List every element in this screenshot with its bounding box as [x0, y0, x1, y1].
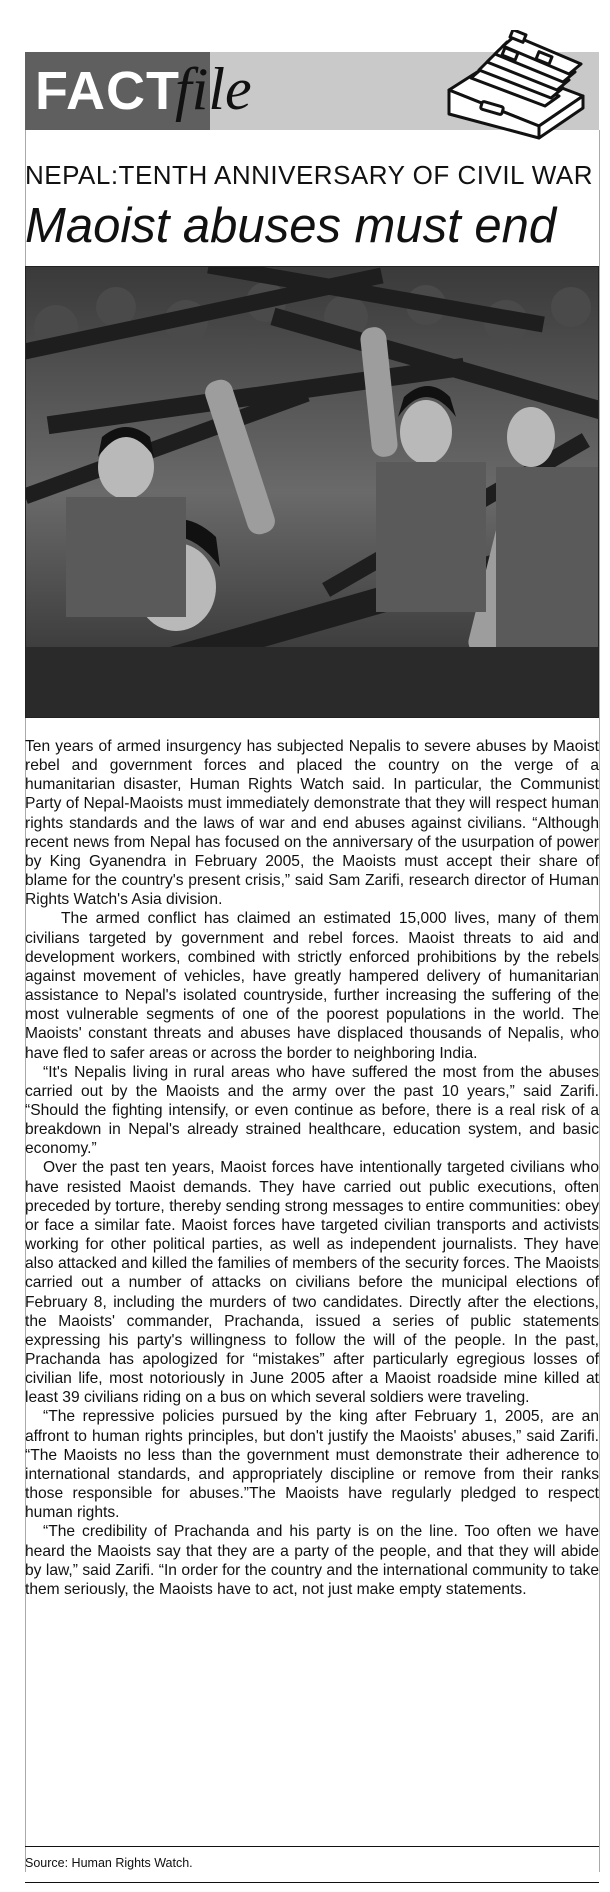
file-cabinet-icon — [441, 30, 591, 140]
article-paragraph: Over the past ten years, Maoist forces have intentionally targeted civilians who have resisted Maoist demands. They have carried out public executions, often preceded by torture, thereby sending strong messages to entire communities: obey or face a similar fate. Maoist forces have targeted civilian transports and activists working for other political parties, as well as independent journalists. They have also attacked and killed the families of members of the security forces. The Maoists carried out a number of attacks on civilians before the municipal elections of February 8, including the murders of two candidates. Directly after the elections, the Maoists' commander, Prachanda, issued a series of public statements expressing his party's willingness to follow the will of the people. In the past, Prachanda has apologized for “mistakes” after particularly egregious losses of civilian life, most notoriously in June 2005 after a Maoist roadside mine killed at least 39 civilians riding on a bus on which several soldiers were traveling. — [25, 1159, 599, 1407]
article-photo — [25, 266, 599, 718]
article-paragraph: “The repressive policies pursued by the king after February 1, 2005, are an affront to human rights principles, but don't justify the Maoists' abuses,” said Zarifi. “The Maoists no less than the government must demonstrate their adherence to international standards, and appropriately discipline or remove from their ranks those responsible for abuses.”The Maoists have regularly pledged to respect human rights. — [25, 1408, 599, 1522]
article-headline: Maoist abuses must end — [25, 199, 557, 253]
article-kicker: NEPAL:TENTH ANNIVERSARY OF CIVIL WAR — [25, 160, 593, 190]
article-paragraph: Ten years of armed insurgency has subjected Nepalis to severe abuses by Maoist rebel and government forces and placed the country on the verge of a humanitarian disaster, Human Rights Watch said. In particular, the Communist Party of Nepal-Maoists must immediately demonstrate that they will respect human rights standards and the laws of war and end abuses against civilians. “Although recent news from Nepal has focused on the anniversary of the usurpation of power by King Gyanendra in February 2005, the Maoists must accept their share of blame for the country's present crisis,” said Sam Zarifi, research director of Human Rights Watch's Asia division. — [25, 738, 599, 909]
article-body — [25, 737, 599, 1599]
source-divider-top — [25, 1846, 599, 1847]
maoist-fighters-raising-rifles-photo — [26, 267, 598, 717]
article-paragraph: “It's Nepalis living in rural areas who have suffered the most from the abuses carried out by the Maoists and the army over the past 10 years,” said Zarifi. “Should the fighting intensify, or even continue as before, there is a real risk of a breakdown in Nepal's already strained healthcare, education system, and basic economy.” — [25, 1063, 599, 1158]
source-credit: Source: Human Rights Watch. — [25, 1856, 193, 1870]
frame-right-border — [599, 130, 600, 1872]
header-file-text: file — [175, 56, 252, 122]
source-divider-bottom — [25, 1882, 599, 1883]
header-fact-text: FACT — [35, 61, 180, 121]
factfile-header — [25, 52, 599, 130]
article-paragraph: The armed conflict has claimed an estimated 15,000 lives, many of them civilians targeted by government and rebel forces. Maoist threats to aid and development workers, combined with strictly enforced prohibitions by the rebels against movement of vehicles, have greatly hampered delivery of humanitarian assistance to Nepal's isolated countryside, further increasing the suffering of the most vulnerable segments of one of the poorest populations in the world. The Maoists' constant threats and abuses have displaced thousands of Nepalis, who have fled to safer areas or across the border to neighboring India. — [25, 910, 599, 1062]
article-paragraph: “The credibility of Prachanda and his party is on the line. Too often we have heard the Maoists say that they are a party of the people, and that they will abide by law,” said Zarifi. “In order for the country and the international community to take them seriously, the Maoists have to act, not just make empty statements. — [25, 1523, 599, 1598]
